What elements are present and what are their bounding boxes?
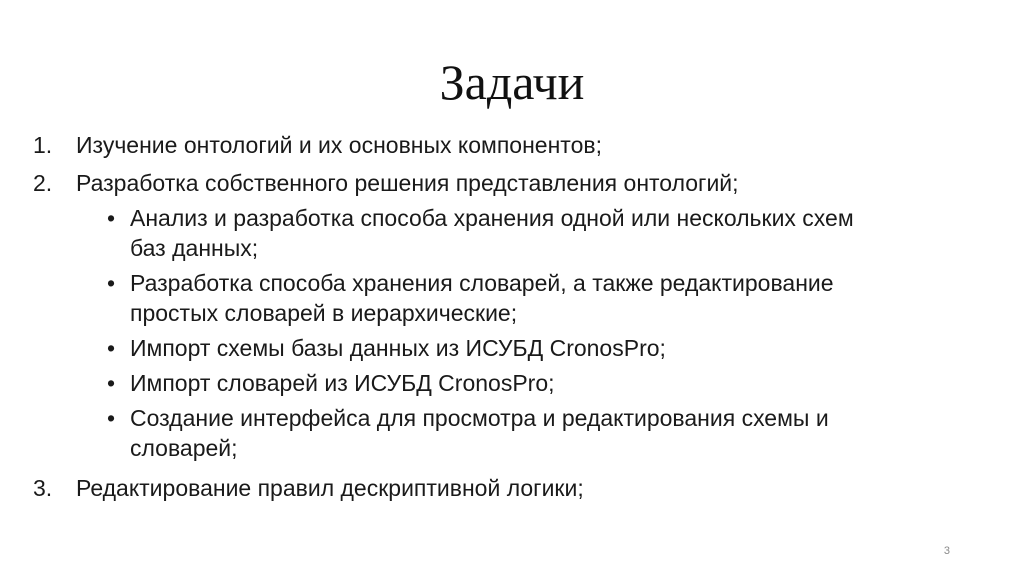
- slide-title: Задачи: [439, 54, 585, 110]
- task-list: [0, 130, 1000, 503]
- list-item-3: [0, 473, 1000, 503]
- sublist-item-5: [0, 403, 1000, 463]
- list-number-1: 1.: [33, 132, 53, 158]
- list-text-3: Редактирование правил дескриптивной логики;: [76, 475, 584, 501]
- sublist-text-1-line1: Анализ и разработка способа хранения одной или нескольких схем: [130, 205, 854, 231]
- sublist-item-1: [0, 203, 1000, 263]
- bullet-icon: •: [107, 205, 116, 231]
- bullet-icon: •: [107, 370, 116, 396]
- list-item-2: [0, 168, 1000, 198]
- sublist-text-3-line1: Импорт схемы базы данных из ИСУБД CronosPro;: [130, 335, 666, 361]
- sublist-item-2: [0, 268, 1000, 328]
- sublist-text-1-line2: баз данных;: [130, 235, 259, 261]
- list-item-1: [0, 130, 1000, 160]
- sublist-text-2-line1: Разработка способа хранения словарей, а также редактирование: [130, 270, 834, 296]
- bullet-icon: •: [107, 405, 116, 431]
- page-number: 3: [943, 545, 950, 557]
- bullet-icon: •: [107, 335, 116, 361]
- list-number-3: 3.: [33, 475, 53, 501]
- sublist-item-4: [0, 368, 1000, 398]
- bullet-icon: •: [107, 270, 116, 296]
- sublist-text-5-line2: словарей;: [130, 435, 238, 461]
- sublist-item-3: [0, 333, 1000, 363]
- sublist-text-5-line1: Создание интерфейса для просмотра и редактирования схемы и: [130, 405, 829, 431]
- list-number-2: 2.: [33, 170, 53, 196]
- sublist-text-4-line1: Импорт словарей из ИСУБД CronosPro;: [130, 370, 555, 396]
- list-text-1: Изучение онтологий и их основных компонентов;: [76, 132, 602, 158]
- list-text-2: Разработка собственного решения представления онтологий;: [76, 170, 739, 196]
- sublist-text-2-line2: простых словарей в иерархические;: [130, 300, 518, 326]
